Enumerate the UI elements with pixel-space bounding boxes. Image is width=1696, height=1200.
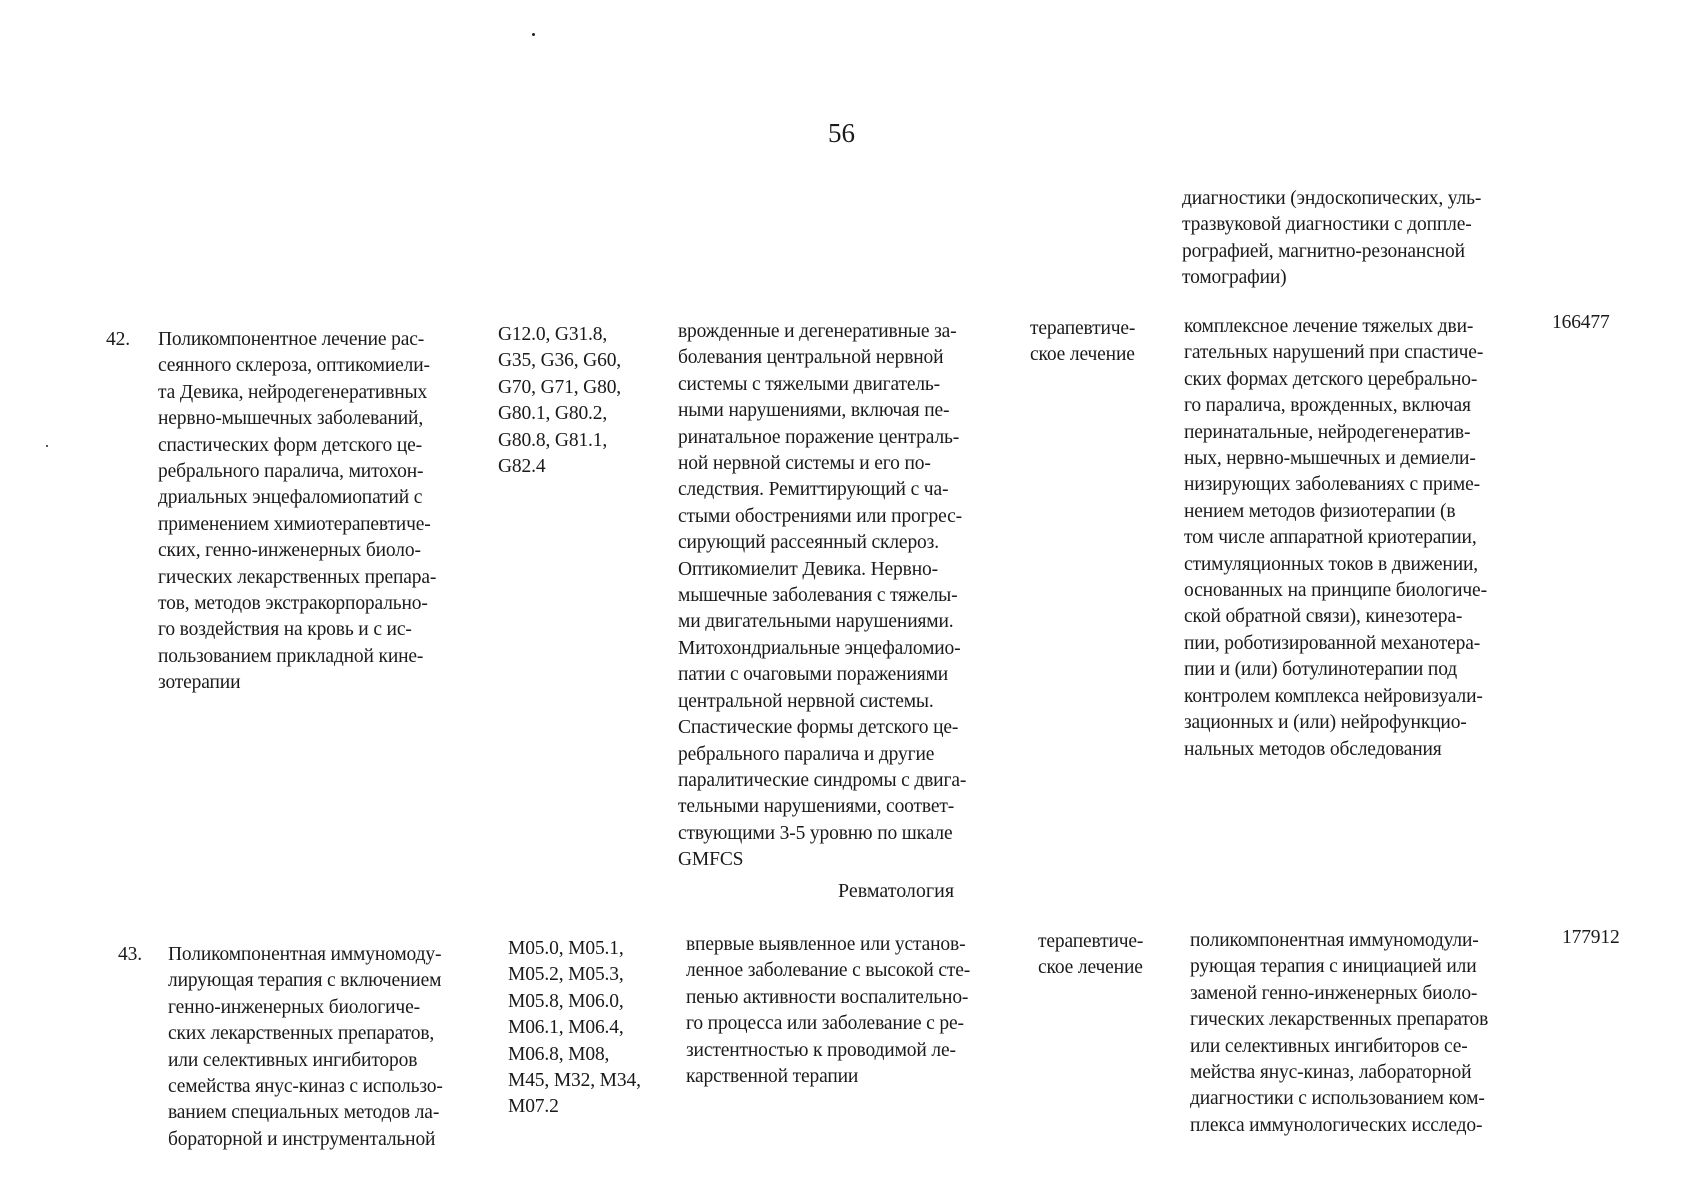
row-treatment-type: терапевтиче- ское лечение: [1030, 318, 1136, 366]
row-model: впервые выявленное или установ- ленное заболевание с высокой сте- пенью активности воспалительно- го процесса или заболевание с ре- зистентностью к проводимой ле- карственной терапии: [686, 934, 971, 1088]
page-number: 56: [828, 118, 855, 148]
row-cost: 166477: [1552, 312, 1610, 333]
row-model: врожденные и дегенеративные за- болевания центральной нервной системы с тяжелыми двигатель- ными нарушениями, включая пе- ринатальное поражение централь- ной нервной системы и его по- следствия. Ремиттирующий с ча- стыми обострениями или прогрес- сирующий рассеянный склероз. Оптикомиелит Девика. Нервно- мышечные заболевания с тяжелы- ми двигательными нарушениями. Митохондриальные энцефаломио- патии с очаговыми поражениями центральной нервной системы. Спастические формы детского це- ребрального паралича и другие паралитические синдромы с двига- тельными нарушениями, соответ- ствующими 3-5 уровню по шкале GMFCS: [678, 321, 967, 871]
row-method: комплексное лечение тяжелых дви- гательных нарушений при спастиче- ских формах детского церебрально- го паралича, врожденных, включая перинатальные, нейродегенератив- ных, нервно-мышечных и демиели- низирующих заболеваниях с приме- нением методов физиотерапии (в том числе аппаратной криотерапии, стимуляционных токов в движении, основанных на принципе биологиче- ской обратной связи), кинезотера- пии, роботизированной механотера- пии и (или) ботулинотерапии под контролем комплекса нейровизуали- зационных и (или) нейрофункцио- нальных методов обследования: [1184, 316, 1487, 760]
section-title: Ревматология: [838, 880, 955, 902]
continuation-text: диагностики (эндоскопических, уль- тразвуковой диагностики с доппле- рографией, магнитно-резонансной томографии): [1182, 188, 1482, 289]
row-number: 43.: [118, 944, 142, 965]
row-number: 42.: [106, 329, 130, 350]
row-treatment-type: терапевтиче- ское лечение: [1038, 931, 1144, 979]
row-name: Поликомпонентное лечение рас- сеянного склероза, оптикомиели- та Девика, нейродегенеративных нервно-мышечных заболеваний, спастических форм детского це- ребрального паралича, митохон- дриальных энцефаломиопатий с применением химиотерапевтиче- ских, генно-инженерных биоло- гических лекарственных препара- тов, методов экстракорпорально- го воздействия на кровь и с ис- пользованием прикладной кине- зотерапии: [158, 329, 437, 694]
row-method: поликомпонентная иммуномодули- рующая терапия с инициацией или заменой генно-инженерных биоло- гических лекарственных препаратов или селективных ингибиторов се- мейства янус-киназ, лабораторной диагностики с использованием ком- плекса иммунологических исследо-: [1190, 930, 1489, 1136]
scan-speck: [532, 33, 535, 36]
scan-speck: [46, 445, 48, 447]
row-codes: M05.0, M05.1, M05.2, M05.3, M05.8, M06.0, M06.1, M06.4, M06.8, M08, M45, M32, M34, M07.2: [508, 938, 641, 1118]
row-cost: 177912: [1562, 927, 1620, 948]
row-name: Поликомпонентная иммуномоду- лирующая терапия с включением генно-инженерных биологиче- ских лекарственных препаратов, или селективных ингибиторов семейства янус-киназ с использо- ванием специальных методов ла- бораторной и инструментальной: [168, 944, 443, 1150]
row-codes: G12.0, G31.8, G35, G36, G60, G70, G71, G80, G80.1, G80.2, G80.8, G81.1, G82.4: [498, 324, 622, 478]
